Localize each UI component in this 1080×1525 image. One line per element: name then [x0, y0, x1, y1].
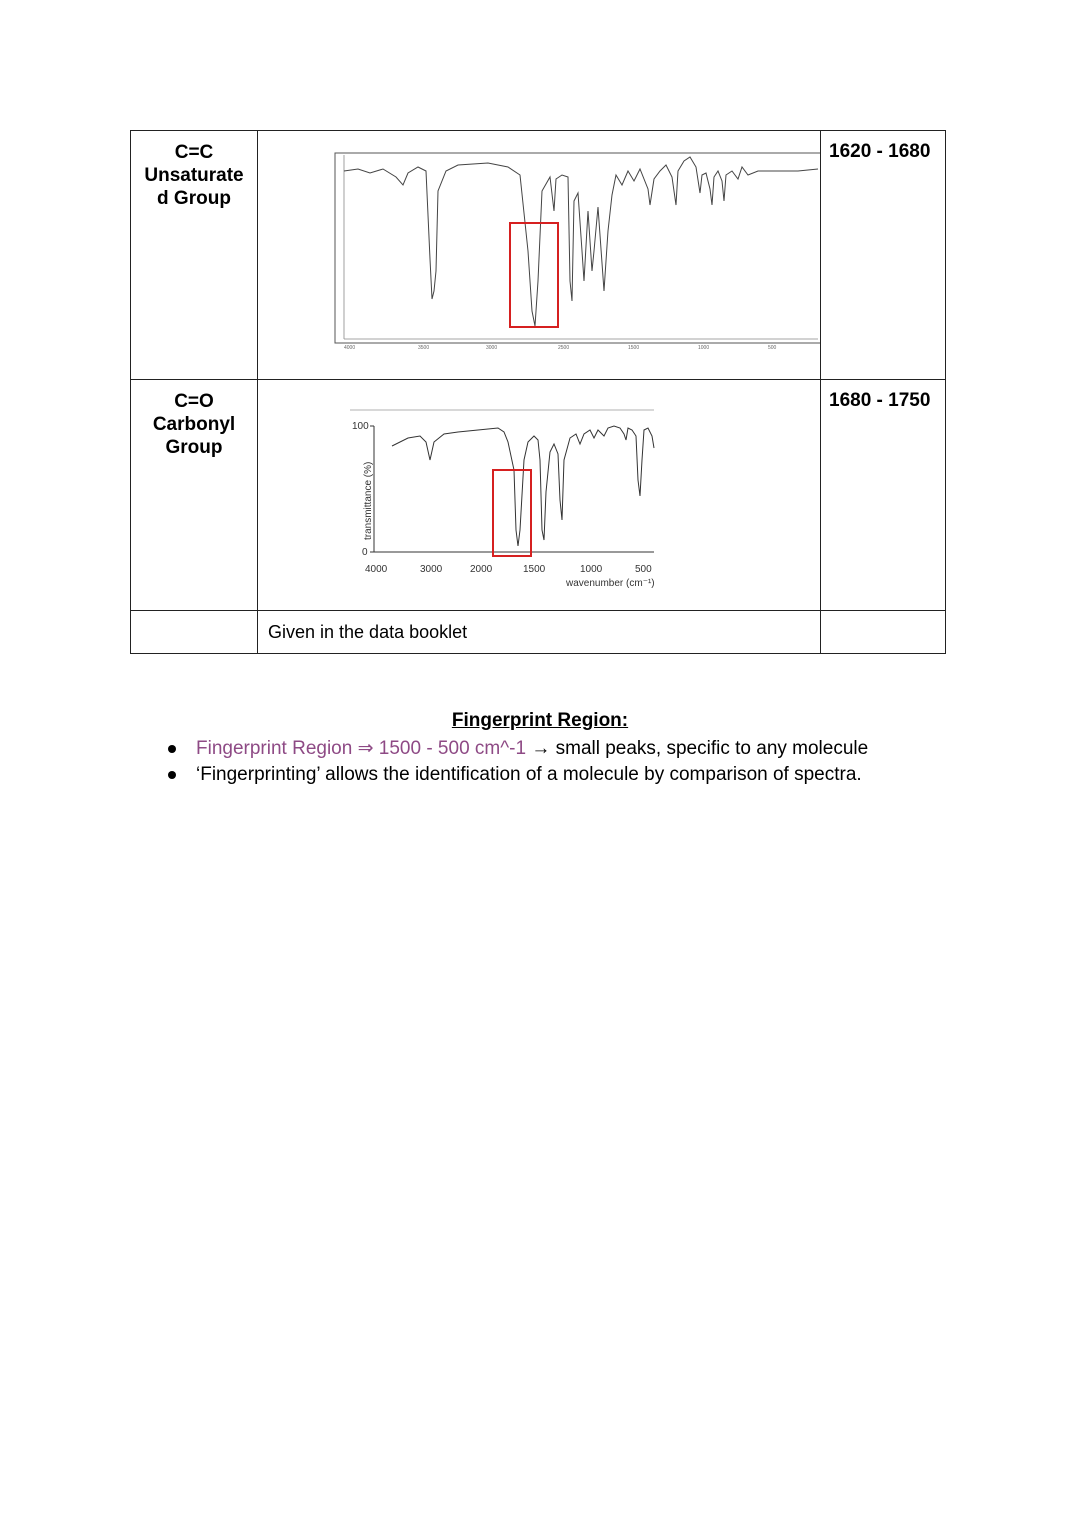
bullet-icon	[168, 771, 176, 779]
fingerprint-bullet-list	[166, 736, 868, 788]
group-name-line: Unsaturate	[144, 165, 244, 186]
x-tick: 2500	[558, 345, 570, 351]
table-row	[131, 380, 946, 611]
group-name-cell	[131, 380, 258, 611]
table-row	[131, 131, 946, 380]
x-tick: 1500	[523, 564, 546, 575]
list-item	[166, 762, 868, 788]
ir-spectrum-alkene	[258, 131, 820, 379]
group-name-cell	[131, 131, 258, 380]
y-tick: 100	[352, 421, 369, 432]
group-formula: C=O	[174, 391, 214, 412]
y-tick: 0	[362, 547, 368, 558]
note-cell	[258, 611, 821, 654]
table-note: Given in the data booklet	[268, 622, 468, 642]
x-tick: 3000	[420, 564, 443, 575]
x-tick: 4000	[365, 564, 388, 575]
ir-absorption-table	[130, 130, 946, 654]
x-axis-label: wavenumber (cm⁻¹)	[566, 578, 655, 589]
spectrum-cell	[258, 131, 821, 380]
highlight-box	[493, 470, 531, 556]
wavenumber-range	[821, 611, 945, 621]
bullet-icon	[168, 745, 176, 753]
list-item	[166, 736, 868, 762]
ir-spectrum-carbonyl	[258, 380, 820, 610]
wavenumber-range: 1680 - 1750	[829, 390, 931, 411]
wavenumber-range: 1620 - 1680	[829, 141, 931, 162]
y-axis-label: transmittance (%)	[363, 461, 374, 540]
x-tick: 1500	[628, 345, 640, 351]
x-tick: 500	[768, 345, 777, 351]
group-name-cell	[131, 611, 258, 654]
fingerprint-description: → small peaks, specific to any molecule	[526, 738, 869, 759]
x-tick: 3000	[486, 345, 498, 351]
group-name-line: d Group	[157, 188, 231, 209]
group-name-line: Group	[165, 437, 223, 458]
range-cell	[821, 131, 946, 380]
x-tick: 1000	[580, 564, 603, 575]
group-name-line: Carbonyl	[152, 414, 236, 435]
x-tick: 4000	[344, 345, 356, 351]
group-formula: C=C	[174, 142, 214, 163]
x-tick: 2000	[470, 564, 493, 575]
fingerprint-range-text: Fingerprint Region ⇒ 1500 - 500 cm^-1	[196, 738, 527, 759]
range-cell	[821, 611, 946, 654]
fingerprint-heading: Fingerprint Region:	[451, 710, 629, 731]
range-cell	[821, 380, 946, 611]
fingerprinting-description: ‘Fingerprinting’ allows the identification of a molecule by comparison of spectra.	[196, 764, 862, 785]
spectrum-cell	[258, 380, 821, 611]
table-row	[131, 611, 946, 654]
x-tick: 500	[635, 564, 652, 575]
x-tick: 3500	[418, 345, 430, 351]
x-tick: 1000	[698, 345, 710, 351]
